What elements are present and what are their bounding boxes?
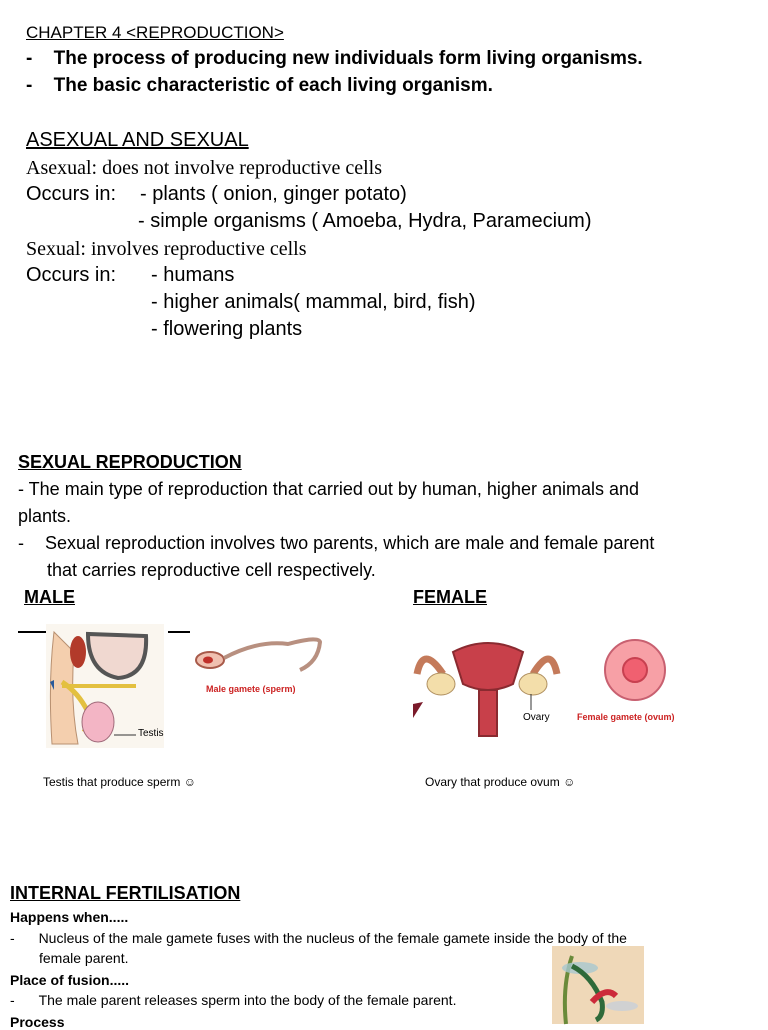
process-label: Process <box>10 1014 65 1030</box>
bullet-text: Sexual reproduction involves two parents, which are male and female parent <box>45 533 655 553</box>
sexual-reproduction-bullet <box>18 533 654 554</box>
place-label: Place of fusion..... <box>10 972 130 988</box>
bullet-text: Nucleus of the male gamete fuses with the nucleus of the female gamete inside the body of the <box>38 930 627 946</box>
bullet-text: The male parent releases sperm into the body of the female parent. <box>38 992 457 1008</box>
asexual-definition: Asexual: does not involve reproductive cells <box>26 157 383 179</box>
dash-icon: - <box>26 48 33 69</box>
sexual-definition: Sexual: involves reproductive cells <box>26 238 307 260</box>
sexual-item-animals: - higher animals( mammal, bird, fish) <box>151 291 476 313</box>
asexual-item-simple: - simple organisms ( Amoeba, Hydra, Paramecium) <box>138 210 592 232</box>
internal-fertilisation-heading: INTERNAL FERTILISATION <box>10 883 241 903</box>
place-bullet <box>10 992 456 1008</box>
happens-bullet-cont: female parent. <box>39 950 129 966</box>
asexual-item-plants: - plants ( onion, ginger potato) <box>140 183 407 205</box>
happens-label: Happens when..... <box>10 909 129 925</box>
female-caption: Ovary that produce ovum ☺ <box>425 775 576 789</box>
vagina-shape <box>479 690 497 736</box>
bullet-text: The process of producing new individuals form living organisms. <box>53 48 643 69</box>
dash-icon: - <box>18 533 24 553</box>
dash-icon: - <box>10 992 15 1008</box>
chapter-bullet-1 <box>26 48 643 70</box>
dash-icon: - <box>10 930 15 946</box>
ovary-right-shape <box>519 673 547 695</box>
sexual-reproduction-line: - The main type of reproduction that carried out by human, higher animals and <box>18 479 640 499</box>
male-caption: Testis that produce sperm ☺ <box>43 775 196 789</box>
uterus-shape <box>453 643 523 690</box>
sexual-item-plants: - flowering plants <box>151 318 303 340</box>
female-gamete-label: Female gamete (ovum) <box>577 712 675 722</box>
bullet-text: The basic characteristic of each living organism. <box>53 75 493 96</box>
testis-shape <box>82 702 114 742</box>
testis-label: Testis <box>138 728 164 739</box>
ovum-nucleus-icon <box>623 658 647 682</box>
female-reproductive-figure <box>413 634 693 744</box>
asexual-sexual-heading: ASEXUAL AND SEXUAL <box>26 129 249 151</box>
sexual-reproduction-bullet-cont: that carries reproductive cell respectively. <box>47 560 376 580</box>
happens-bullet <box>10 930 627 946</box>
wing-shape-2 <box>606 1001 638 1011</box>
sperm-tail-icon <box>224 639 320 670</box>
chapter-title: CHAPTER 4 <REPRODUCTION> <box>26 23 284 42</box>
chapter-bullet-2 <box>26 75 493 97</box>
sexual-reproduction-heading: SEXUAL REPRODUCTION <box>18 452 242 472</box>
dragonfly-picture <box>552 946 644 1024</box>
asexual-occurs-label: Occurs in: <box>26 183 117 205</box>
sexual-reproduction-line-cont: plants. <box>18 506 72 526</box>
ovary-left-shape <box>427 673 455 695</box>
female-label: FEMALE <box>413 587 487 607</box>
dash-icon: - <box>26 75 33 96</box>
gland-shape <box>70 636 86 668</box>
male-gamete-label: Male gamete (sperm) <box>206 684 296 694</box>
ovary-label: Ovary <box>523 712 550 723</box>
male-label: MALE <box>24 587 75 607</box>
sperm-nucleus-icon <box>203 657 213 664</box>
sexual-item-humans: - humans <box>151 264 235 286</box>
sexual-occurs-label: Occurs in: <box>26 264 117 286</box>
